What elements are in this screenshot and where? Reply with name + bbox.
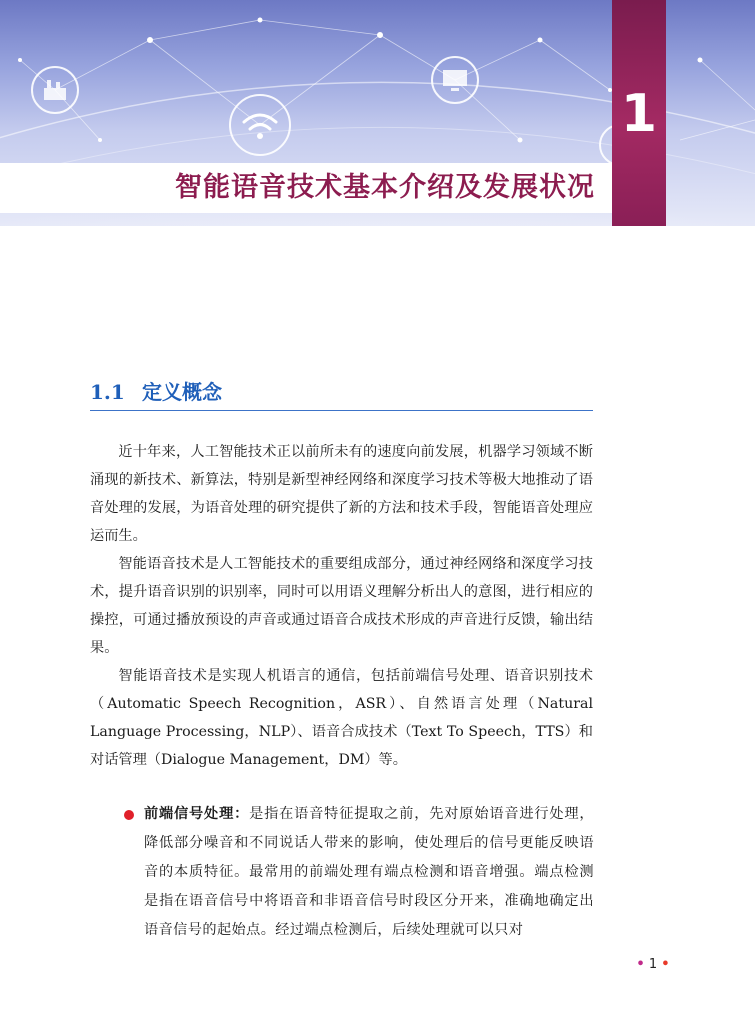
bullet-marker bbox=[124, 810, 134, 820]
page-dot-left: • bbox=[636, 957, 645, 972]
section-heading bbox=[90, 378, 593, 411]
paragraph-3: 智能语音技术是实现人机语言的通信，包括前端信号处理、语音识别技术（Automatic Speech Recognition，ASR）、自然语言处理（Natural Language Processing，NLP）、语音合成技术（Text To Speech，TTS）和对话管理（Dialogue Management，DM）等。 bbox=[90, 668, 593, 768]
bullet-text: 是指在语音特征提取之前，先对原始语音进行处理，降低部分噪音和不同说话人带来的影响，使处理后的信号更能反映语音的本质特征。最常用的前端处理有端点检测和语音增强。端点检测是指在语音信号中将语音和非语音信号时段区分开来，准确地确定出语音信号的起始点。经过端点检测后，后续处理就可以只对 bbox=[144, 806, 594, 938]
bullet-item bbox=[144, 800, 594, 945]
paragraph-1: 近十年来，人工智能技术正以前所未有的速度向前发展，机器学习领域不断涌现的新技术、新算法，特别是新型神经网络和深度学习技术等极大地推动了语音处理的发展，为语音处理的研究提供了新的方法和技术手段，智能语音处理应运而生。 bbox=[90, 444, 593, 544]
page-number bbox=[628, 956, 678, 974]
page-number-value: 1 bbox=[648, 957, 658, 972]
chapter-title: 智能语音技术基本介绍及发展状况 bbox=[175, 172, 595, 203]
paragraph-2: 智能语音技术是人工智能技术的重要组成部分，通过神经网络和深度学习技术，提升语音识别的识别率，同时可以用语义理解分析出人的意图，进行相应的操控，可通过播放预设的声音或通过语音合成技术形成的声音进行反馈，输出结果。 bbox=[90, 556, 593, 656]
section-number: 1.1 bbox=[90, 380, 125, 404]
bullet-term: 前端信号处理： bbox=[144, 806, 250, 822]
chapter-number: 1 bbox=[620, 84, 658, 144]
section-title: 定义概念 bbox=[142, 380, 222, 404]
page-dot-right: • bbox=[661, 957, 670, 972]
